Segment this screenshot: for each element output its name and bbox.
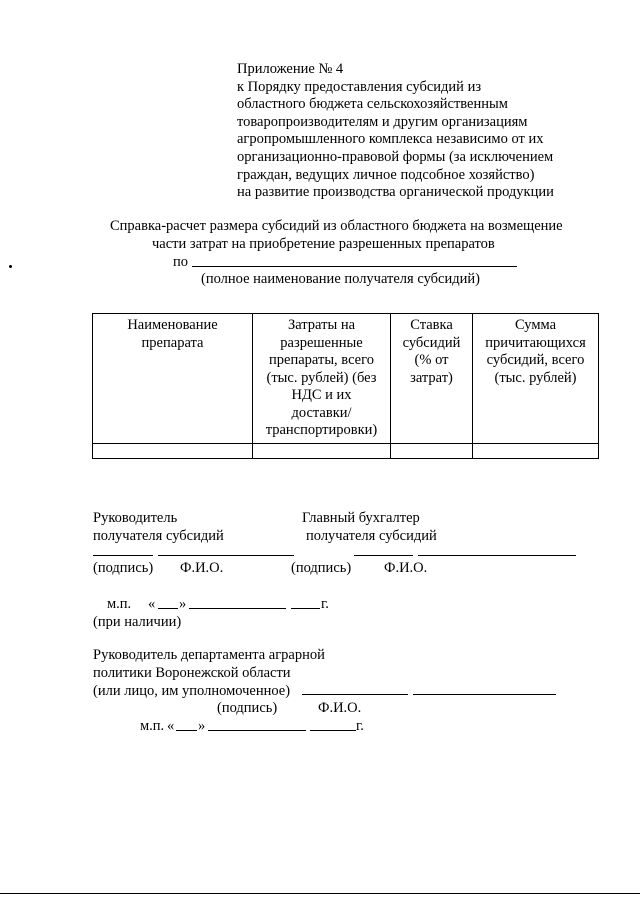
appendix-line: организационно-правовой формы (за исключением (237, 148, 554, 165)
date-open-quote: « (148, 596, 156, 612)
accountant-sign-caption: (подпись) (291, 560, 352, 576)
stamp-label: м.п. (107, 596, 132, 612)
header-cell-costs: Затраты на разрешенные препараты, всего (тыс. рублей) (без НДС и их доставки/ транспортировки) (253, 314, 391, 444)
appendix-line: Приложение № 4 (237, 61, 344, 77)
appendix-header (237, 61, 554, 202)
head-fio-caption: Ф.И.О. (180, 560, 224, 576)
head-fio-line[interactable] (158, 555, 294, 556)
department-title-line3: (или лицо, им уполномоченное) (93, 683, 291, 699)
table-cell[interactable] (93, 443, 253, 458)
accountant-signature-line[interactable] (354, 555, 413, 556)
department-fio-line[interactable] (413, 694, 556, 695)
document-title-line1: Справка-расчет размера субсидий из областного бюджета на возмещение (110, 218, 563, 234)
department-date-day-line[interactable] (176, 730, 197, 731)
scan-speck (9, 265, 12, 268)
department-title-line2: политики Воронежской области (93, 665, 291, 681)
table-cell[interactable] (253, 443, 391, 458)
stamp-note: (при наличии) (93, 614, 182, 630)
head-subtitle: получателя субсидий (93, 528, 224, 544)
department-year-suffix: г. (356, 718, 364, 734)
date-close-quote: » (179, 596, 187, 612)
table-row[interactable] (93, 443, 599, 458)
year-suffix: г. (321, 596, 329, 612)
po-label: по (173, 254, 189, 270)
department-sign-caption: (подпись) (217, 700, 278, 716)
date-year-line[interactable] (291, 608, 320, 609)
date-month-line[interactable] (189, 608, 286, 609)
accountant-title: Главный бухгалтер (302, 510, 420, 526)
table-cell[interactable] (473, 443, 599, 458)
document-title-line2: части затрат на приобретение разрешенных препаратов (152, 236, 495, 252)
appendix-line: товаропроизводителям и другим организациям (237, 113, 528, 130)
head-title: Руководитель (93, 510, 178, 526)
recipient-caption: (полное наименование получателя субсидий) (201, 271, 480, 287)
recipient-name-line[interactable] (192, 266, 517, 267)
department-date-month-line[interactable] (208, 730, 306, 731)
appendix-line: областного бюджета сельскохозяйственным (237, 96, 508, 113)
department-fio-caption: Ф.И.О. (318, 700, 362, 716)
head-signature-line[interactable] (93, 555, 153, 556)
subsidy-table (92, 313, 599, 459)
appendix-line: агропромышленного комплекса независимо от их (237, 131, 544, 148)
department-title-line1: Руководитель департамента аграрной (93, 647, 325, 663)
header-cell-rate: Ставка субсидий (% от затрат) (391, 314, 473, 444)
department-date-year-line[interactable] (310, 730, 356, 731)
department-signature-line[interactable] (302, 694, 408, 695)
table-cell[interactable] (391, 443, 473, 458)
head-sign-caption: (подпись) (93, 560, 154, 576)
accountant-fio-line[interactable] (418, 555, 576, 556)
table-header-row (93, 314, 599, 444)
header-cell-preparation: Наименование препарата (93, 314, 253, 444)
department-stamp-label: м.п. (140, 718, 165, 734)
accountant-subtitle: получателя субсидий (306, 528, 437, 544)
accountant-fio-caption: Ф.И.О. (384, 560, 428, 576)
appendix-line: граждан, ведущих личное подсобное хозяйство) (237, 166, 535, 183)
department-date-open: « (167, 718, 175, 734)
page-bottom-edge (0, 893, 640, 894)
date-day-line[interactable] (158, 608, 178, 609)
appendix-line: к Порядку предоставления субсидий из (237, 78, 482, 95)
header-cell-amount: Сумма причитающихся субсидий, всего (тыс. рублей) (473, 314, 599, 444)
department-date-close: » (198, 718, 206, 734)
appendix-line: на развитие производства органической продукции (237, 184, 554, 201)
